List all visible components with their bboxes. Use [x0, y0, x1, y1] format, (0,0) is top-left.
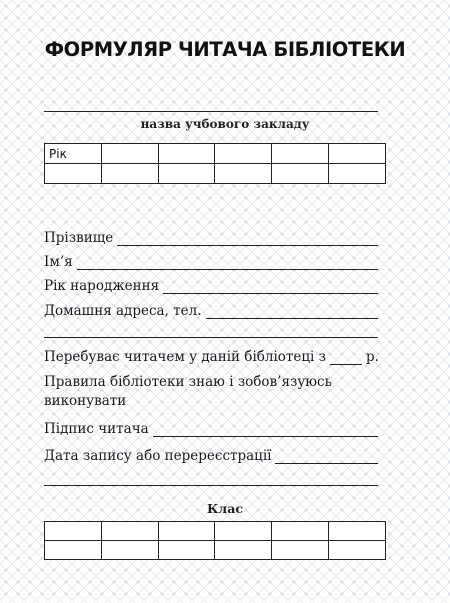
signature-field: [44, 421, 378, 437]
birth-year-input-line[interactable]: [163, 281, 378, 294]
first-name-input-line[interactable]: [77, 257, 378, 270]
class-cell[interactable]: [215, 522, 272, 541]
year-cell[interactable]: [272, 144, 329, 164]
address-continuation-line[interactable]: [44, 337, 378, 338]
year-cell[interactable]: [45, 164, 102, 184]
registration-date-label: Дата запису або перереєстрації: [44, 448, 272, 464]
rules-pledge-text: Правила бібліотеки знаю і зобов’язуюсь виконувати: [44, 374, 332, 409]
year-cell[interactable]: [158, 144, 215, 164]
birth-year-field: [44, 278, 378, 294]
membership-field: [44, 349, 379, 365]
registration-date-field: [44, 448, 378, 464]
year-header-cell: Рік: [45, 144, 102, 164]
class-cell[interactable]: [329, 541, 386, 560]
signature-label: Підпис читача: [44, 421, 149, 437]
first-name-field: [44, 254, 378, 270]
address-field: [44, 303, 378, 319]
surname-field: [44, 230, 378, 246]
institution-name-line[interactable]: [44, 111, 378, 112]
address-label: Домашня адреса, тел.: [44, 303, 202, 319]
form-title: ФОРМУЛЯР ЧИТАЧА БІБЛІОТЕКИ: [44, 38, 406, 61]
class-table: [44, 521, 386, 560]
table-row: [45, 522, 386, 541]
year-table: [44, 143, 386, 184]
year-cell[interactable]: [272, 164, 329, 184]
class-caption: Клас: [207, 501, 243, 516]
table-row: [45, 541, 386, 560]
class-cell[interactable]: [101, 522, 158, 541]
class-cell[interactable]: [215, 541, 272, 560]
extra-blank-line[interactable]: [44, 485, 378, 486]
class-cell[interactable]: [45, 541, 102, 560]
year-cell[interactable]: [329, 164, 386, 184]
first-name-label: Ім’я: [44, 254, 73, 270]
year-cell[interactable]: [158, 164, 215, 184]
birth-year-label: Рік народження: [44, 278, 160, 294]
class-cell[interactable]: [329, 522, 386, 541]
class-cell[interactable]: [45, 522, 102, 541]
year-cell[interactable]: [101, 144, 158, 164]
membership-prefix: Перебуває читачем у даній бібліотеці з: [44, 349, 327, 365]
year-cell[interactable]: [215, 144, 272, 164]
surname-label: Прізвище: [44, 230, 114, 246]
class-cell[interactable]: [272, 522, 329, 541]
year-cell[interactable]: [329, 144, 386, 164]
registration-date-input-line[interactable]: [275, 451, 378, 464]
surname-input-line[interactable]: [117, 233, 378, 246]
membership-suffix: р.: [366, 349, 379, 365]
class-cell[interactable]: [158, 522, 215, 541]
class-cell[interactable]: [272, 541, 329, 560]
address-input-line[interactable]: [206, 306, 378, 319]
table-row: [45, 144, 386, 164]
class-cell[interactable]: [101, 541, 158, 560]
year-cell[interactable]: [215, 164, 272, 184]
class-cell[interactable]: [158, 541, 215, 560]
institution-caption: назва учбового закладу: [140, 117, 310, 131]
year-cell[interactable]: [101, 164, 158, 184]
table-row: [45, 164, 386, 184]
signature-input-line[interactable]: [153, 424, 378, 437]
membership-year-input-line[interactable]: [330, 352, 362, 365]
